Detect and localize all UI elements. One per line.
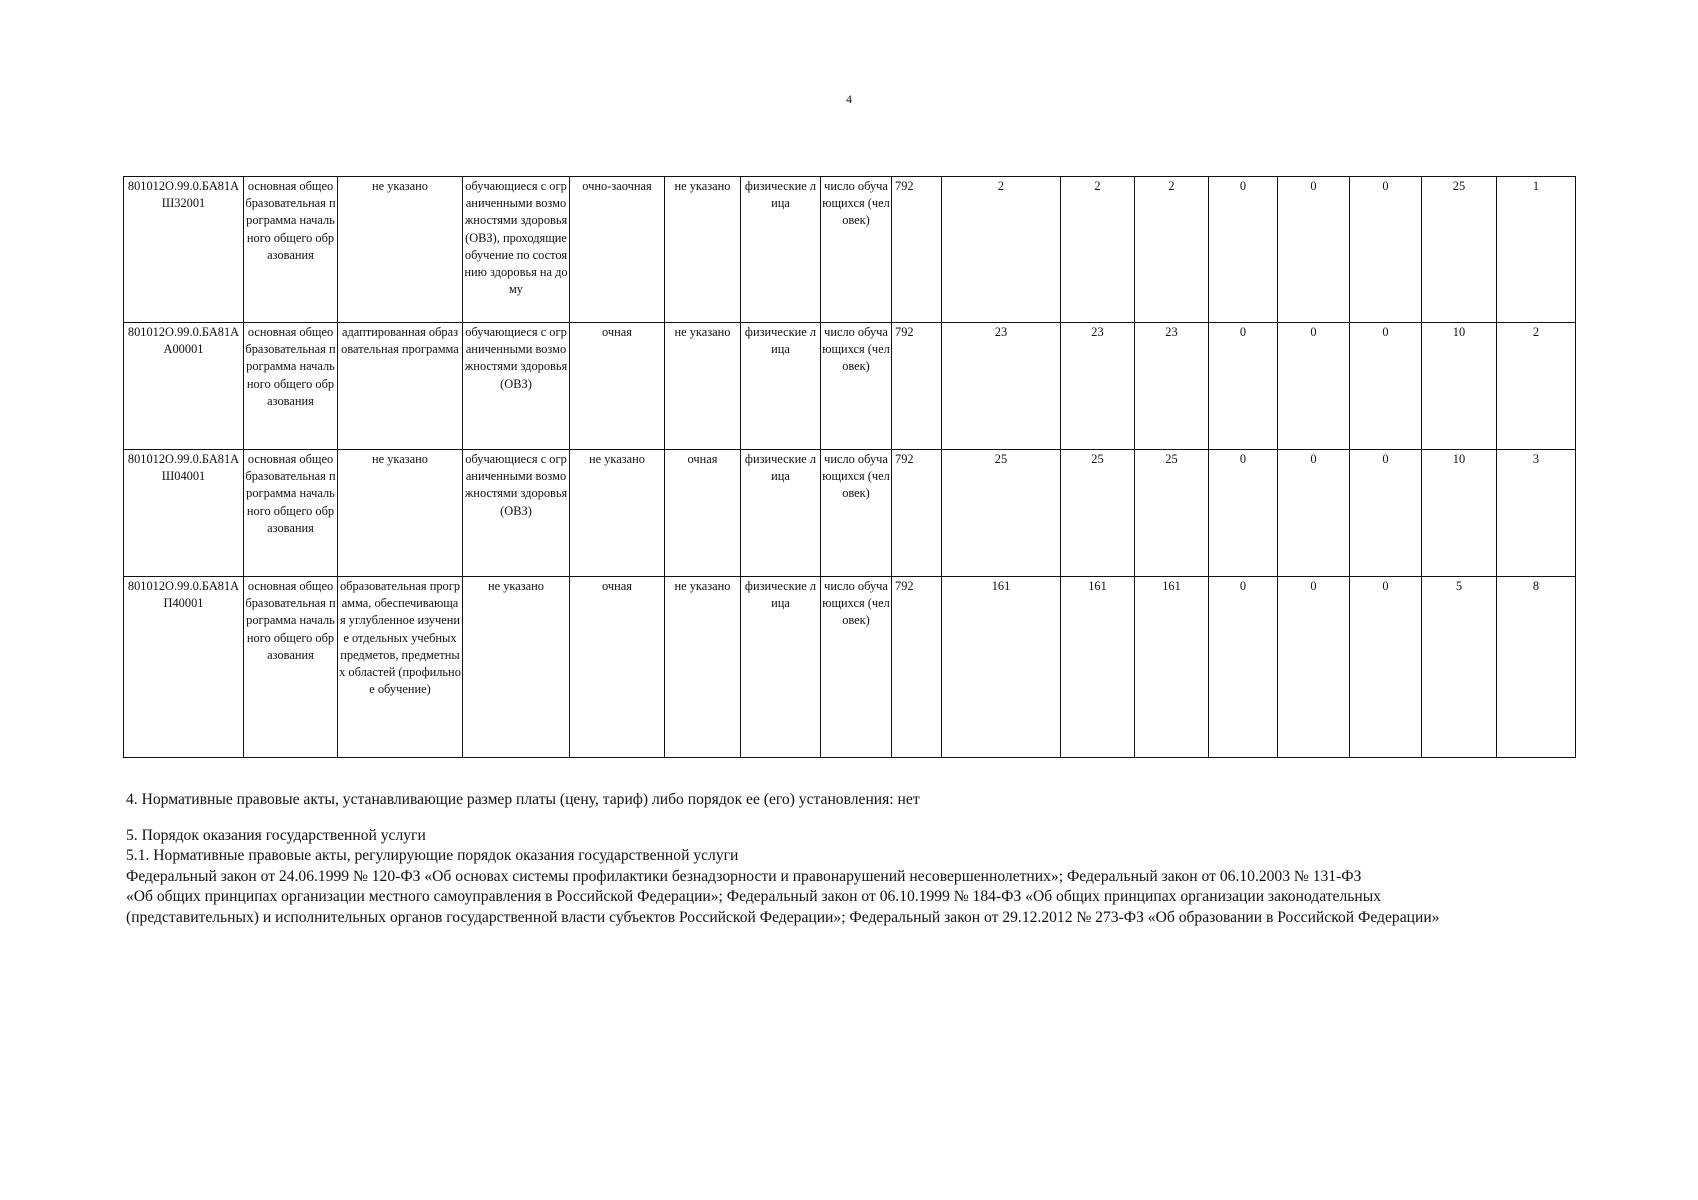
cell-okei: 792 xyxy=(892,323,942,450)
cell-category: обучающиеся с ограниченными возможностями здоровья (ОВЗ) xyxy=(463,323,570,450)
spacer xyxy=(126,811,1576,826)
cell-code: 801012О.99.0.БА81АП40001 xyxy=(124,577,244,758)
cell-value: 0 xyxy=(1350,577,1422,758)
cell-value: 25 xyxy=(1061,450,1135,577)
cell-value: 0 xyxy=(1278,577,1350,758)
cell-program: основная общеобразовательная программа начального общего образования xyxy=(244,577,338,758)
table-row xyxy=(124,177,1576,323)
page-number: 4 xyxy=(846,92,852,106)
cell-consumer: физические лица xyxy=(741,450,821,577)
cell-value: 0 xyxy=(1209,177,1278,323)
cell-value: 0 xyxy=(1278,323,1350,450)
cell-value: 0 xyxy=(1209,323,1278,450)
cell-consumer: физические лица xyxy=(741,323,821,450)
cell-value: 161 xyxy=(942,577,1061,758)
cell-value: 23 xyxy=(1061,323,1135,450)
cell-value: 0 xyxy=(1350,450,1422,577)
cell-program-type: не указано xyxy=(338,450,463,577)
cell-category: обучающиеся с ограниченными возможностями здоровья (ОВЗ), проходящие обучение по состоянию здоровья на дому xyxy=(463,177,570,323)
cell-value: 0 xyxy=(1209,577,1278,758)
cell-condition: очная xyxy=(665,450,741,577)
cell-value: 0 xyxy=(1278,177,1350,323)
cell-okei: 792 xyxy=(892,450,942,577)
cell-indicator: число обучающихся (человек) xyxy=(821,450,892,577)
cell-value: 25 xyxy=(1135,450,1209,577)
section-4-text: 4. Нормативные правовые акты, устанавливающие размер платы (цену, тариф) либо порядок ее (его) установления: нет xyxy=(126,791,920,808)
cell-program: основная общеобразовательная программа начального общего образования xyxy=(244,177,338,323)
cell-condition: не указано xyxy=(665,577,741,758)
cell-code: 801012О.99.0.БА81АА00001 xyxy=(124,323,244,450)
cell-indicator: число обучающихся (человек) xyxy=(821,323,892,450)
cell-consumer: физические лица xyxy=(741,177,821,323)
cell-condition: не указано xyxy=(665,323,741,450)
cell-okei: 792 xyxy=(892,577,942,758)
cell-consumer: физические лица xyxy=(741,577,821,758)
cell-program-type: образовательная программа, обеспечивающая углубленное изучение отдельных учебных предметов, предметных областей (профильное обучение) xyxy=(338,577,463,758)
cell-value: 23 xyxy=(942,323,1061,450)
cell-form: очная xyxy=(570,323,665,450)
cell-code: 801012О.99.0.БА81АШ04001 xyxy=(124,450,244,577)
cell-value: 2 xyxy=(942,177,1061,323)
cell-value: 23 xyxy=(1135,323,1209,450)
cell-form: не указано xyxy=(570,450,665,577)
table-row xyxy=(124,323,1576,450)
cell-value: 25 xyxy=(1422,177,1497,323)
cell-value: 0 xyxy=(1278,450,1350,577)
cell-program: основная общеобразовательная программа начального общего образования xyxy=(244,450,338,577)
cell-category: не указано xyxy=(463,577,570,758)
cell-code: 801012О.99.0.БА81АШ32001 xyxy=(124,177,244,323)
cell-value: 2 xyxy=(1497,323,1576,450)
notes-section xyxy=(126,790,1576,928)
services-table xyxy=(123,176,1576,758)
cell-indicator: число обучающихся (человек) xyxy=(821,577,892,758)
cell-program: основная общеобразовательная программа начального общего образования xyxy=(244,323,338,450)
cell-value: 25 xyxy=(942,450,1061,577)
cell-value: 0 xyxy=(1209,450,1278,577)
cell-value: 0 xyxy=(1350,177,1422,323)
cell-indicator: число обучающихся (человек) xyxy=(821,177,892,323)
cell-form: очная xyxy=(570,577,665,758)
cell-value: 8 xyxy=(1497,577,1576,758)
law-line-1: Федеральный закон от 24.06.1999 № 120-ФЗ «Об основах системы профилактики безнадзорности и правонарушений несовершеннолетних»; Федеральный закон от 06.10.2003 № 131-ФЗ xyxy=(126,867,1362,885)
cell-value: 2 xyxy=(1135,177,1209,323)
cell-value: 161 xyxy=(1135,577,1209,758)
cell-value: 2 xyxy=(1061,177,1135,323)
cell-value: 1 xyxy=(1497,177,1576,323)
cell-program-type: не указано xyxy=(338,177,463,323)
cell-value: 10 xyxy=(1422,323,1497,450)
section-5-heading: 5. Порядок оказания государственной услуги xyxy=(126,826,426,844)
law-line-2: «Об общих принципах организации местного самоуправления в Российской Федерации»; Федеральный закон от 06.10.1999 № 184-ФЗ «Об общих принципах организации законодательных xyxy=(126,888,1381,905)
section-5-1-heading: 5.1. Нормативные правовые акты, регулирующие порядок оказания государственной услуги xyxy=(126,847,739,864)
table-row xyxy=(124,450,1576,577)
cell-okei: 792 xyxy=(892,177,942,323)
cell-program-type: адаптированная образовательная программа xyxy=(338,323,463,450)
cell-category: обучающиеся с ограниченными возможностями здоровья (ОВЗ) xyxy=(463,450,570,577)
cell-form: очно-заочная xyxy=(570,177,665,323)
cell-condition: не указано xyxy=(665,177,741,323)
cell-value: 5 xyxy=(1422,577,1497,758)
cell-value: 3 xyxy=(1497,450,1576,577)
law-line-3: (представительных) и исполнительных органов государственной власти субъектов Российской Федерации»; Федеральный закон от 29.12.2012 № 273-ФЗ «Об образовании в Российской Федерации» xyxy=(126,908,1440,926)
cell-value: 0 xyxy=(1350,323,1422,450)
table-row xyxy=(124,577,1576,758)
cell-value: 161 xyxy=(1061,577,1135,758)
cell-value: 10 xyxy=(1422,450,1497,577)
